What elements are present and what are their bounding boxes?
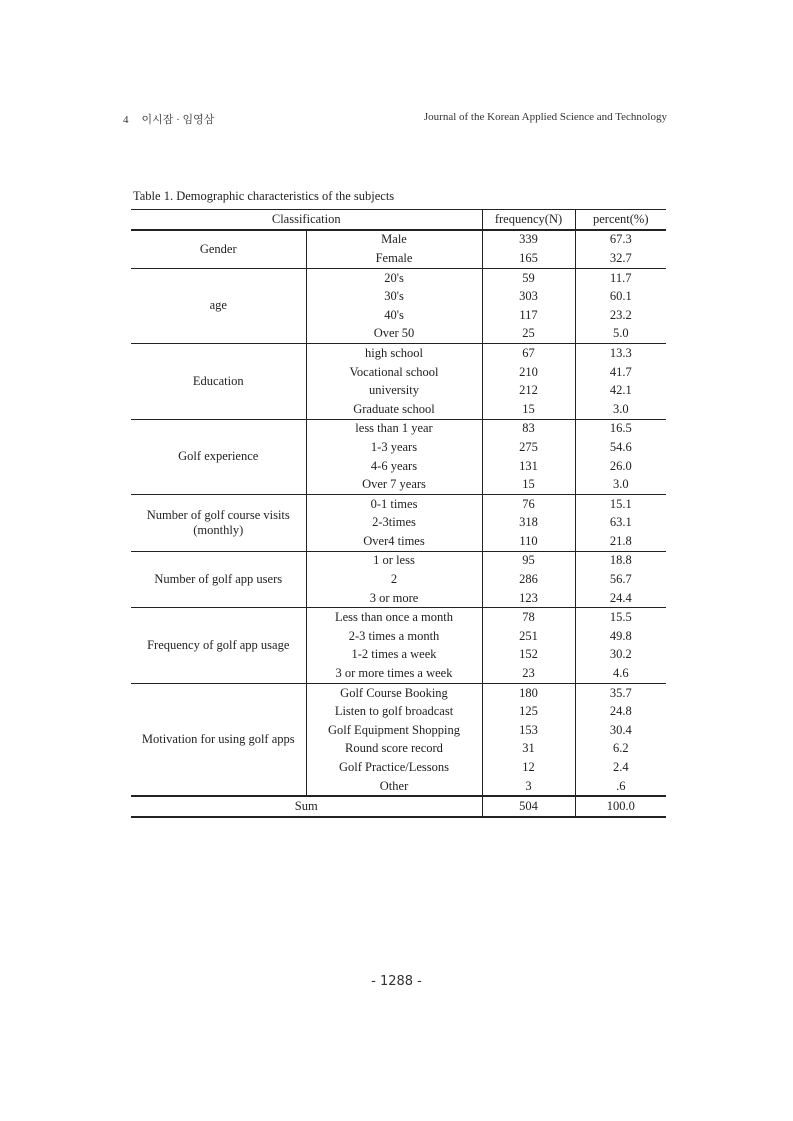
table-body	[131, 230, 666, 817]
percent-cell: 15.5	[575, 608, 666, 627]
percent-cell: 5.0	[575, 325, 666, 344]
table-row	[131, 551, 666, 570]
frequency-cell: 78	[482, 608, 575, 627]
subcategory-cell: 1-3 years	[306, 438, 482, 457]
page-number: 4	[123, 114, 129, 126]
percent-cell: 3.0	[575, 475, 666, 494]
category-label: Frequency of golf app usage	[131, 608, 306, 683]
frequency-cell: 59	[482, 268, 575, 287]
subcategory-cell: Less than once a month	[306, 608, 482, 627]
table-row	[131, 268, 666, 287]
subcategory-cell: less than 1 year	[306, 419, 482, 438]
frequency-cell: 131	[482, 457, 575, 476]
table-row	[131, 494, 666, 513]
sum-percent: 100.0	[575, 796, 666, 817]
running-header-left	[123, 111, 214, 127]
percent-cell: 18.8	[575, 551, 666, 570]
subcategory-cell: Over4 times	[306, 532, 482, 551]
category-label: Education	[131, 344, 306, 419]
subcategory-cell: Golf Practice/Lessons	[306, 758, 482, 777]
frequency-cell: 110	[482, 532, 575, 551]
percent-cell: 67.3	[575, 230, 666, 250]
frequency-cell: 286	[482, 570, 575, 589]
percent-cell: 30.4	[575, 721, 666, 740]
percent-cell: .6	[575, 777, 666, 797]
subcategory-cell: university	[306, 381, 482, 400]
frequency-cell: 165	[482, 249, 575, 268]
sum-row	[131, 796, 666, 817]
percent-cell: 26.0	[575, 457, 666, 476]
frequency-cell: 76	[482, 494, 575, 513]
category-label: age	[131, 268, 306, 343]
frequency-cell: 123	[482, 589, 575, 608]
percent-cell: 42.1	[575, 381, 666, 400]
sum-frequency: 504	[482, 796, 575, 817]
frequency-cell: 3	[482, 777, 575, 797]
subcategory-cell: Golf Course Booking	[306, 683, 482, 702]
percent-cell: 30.2	[575, 646, 666, 665]
frequency-cell: 318	[482, 514, 575, 533]
table-header-row	[131, 210, 666, 230]
header-percent: percent(%)	[575, 210, 666, 230]
sum-label: Sum	[131, 796, 482, 817]
subcategory-cell: Female	[306, 249, 482, 268]
category-label: Number of golf course visits (monthly)	[131, 494, 306, 551]
subcategory-cell: 4-6 years	[306, 457, 482, 476]
frequency-cell: 31	[482, 740, 575, 759]
percent-cell: 16.5	[575, 419, 666, 438]
header-classification: Classification	[131, 210, 482, 230]
subcategory-cell: 30's	[306, 287, 482, 306]
subcategory-cell: 1-2 times a week	[306, 646, 482, 665]
subcategory-cell: Graduate school	[306, 400, 482, 419]
table-row	[131, 230, 666, 250]
table-row	[131, 608, 666, 627]
frequency-cell: 83	[482, 419, 575, 438]
table-row	[131, 344, 666, 363]
category-label: Motivation for using golf apps	[131, 683, 306, 796]
frequency-cell: 212	[482, 381, 575, 400]
frequency-cell: 15	[482, 475, 575, 494]
subcategory-cell: Vocational school	[306, 363, 482, 382]
percent-cell: 63.1	[575, 514, 666, 533]
category-label: Number of golf app users	[131, 551, 306, 608]
subcategory-cell: 3 or more times a week	[306, 664, 482, 683]
percent-cell: 6.2	[575, 740, 666, 759]
frequency-cell: 67	[482, 344, 575, 363]
table-caption: Table 1. Demographic characteristics of the subjects	[133, 189, 395, 203]
frequency-cell: 15	[482, 400, 575, 419]
category-label: Gender	[199, 241, 237, 256]
subcategory-cell: 3 or more	[306, 589, 482, 608]
frequency-cell: 125	[482, 702, 575, 721]
frequency-cell: 251	[482, 627, 575, 646]
demographics-table	[131, 209, 666, 818]
frequency-cell: 12	[482, 758, 575, 777]
frequency-cell: 210	[482, 363, 575, 382]
subcategory-cell: Golf Equipment Shopping	[306, 721, 482, 740]
percent-cell: 3.0	[575, 400, 666, 419]
subcategory-cell: Male	[306, 230, 482, 250]
frequency-cell: 152	[482, 646, 575, 665]
subcategory-cell: Round score record	[306, 740, 482, 759]
frequency-cell: 275	[482, 438, 575, 457]
journal-title: Journal of the Korean Applied Science and Technology	[423, 111, 667, 123]
percent-cell: 41.7	[575, 363, 666, 382]
frequency-cell: 339	[482, 230, 575, 250]
percent-cell: 24.4	[575, 589, 666, 608]
percent-cell: 4.6	[575, 664, 666, 683]
subcategory-cell: 2	[306, 570, 482, 589]
frequency-cell: 25	[482, 325, 575, 344]
page-footer: - 1288 -	[371, 974, 422, 989]
percent-cell: 23.2	[575, 306, 666, 325]
subcategory-cell: Other	[306, 777, 482, 797]
percent-cell: 15.1	[575, 494, 666, 513]
percent-cell: 13.3	[575, 344, 666, 363]
subcategory-cell: Over 7 years	[306, 475, 482, 494]
subcategory-cell: Over 50	[306, 325, 482, 344]
percent-cell: 11.7	[575, 268, 666, 287]
frequency-cell: 23	[482, 664, 575, 683]
subcategory-cell: 20's	[306, 268, 482, 287]
header-frequency: frequency(N)	[482, 210, 575, 230]
subcategory-cell: high school	[306, 344, 482, 363]
subcategory-cell: 2-3times	[306, 514, 482, 533]
percent-cell: 49.8	[575, 627, 666, 646]
percent-cell: 32.7	[575, 249, 666, 268]
percent-cell: 35.7	[575, 683, 666, 702]
percent-cell: 54.6	[575, 438, 666, 457]
subcategory-cell: 0-1 times	[306, 494, 482, 513]
subcategory-cell: Listen to golf broadcast	[306, 702, 482, 721]
frequency-cell: 180	[482, 683, 575, 702]
percent-cell: 56.7	[575, 570, 666, 589]
percent-cell: 60.1	[575, 287, 666, 306]
subcategory-cell: 2-3 times a month	[306, 627, 482, 646]
percent-cell: 24.8	[575, 702, 666, 721]
frequency-cell: 95	[482, 551, 575, 570]
percent-cell: 2.4	[575, 758, 666, 777]
table-row	[131, 683, 666, 702]
category-label: Golf experience	[131, 419, 306, 494]
frequency-cell: 303	[482, 287, 575, 306]
authors: 이시잠 · 임영삼	[141, 114, 215, 126]
percent-cell: 21.8	[575, 532, 666, 551]
subcategory-cell: 40's	[306, 306, 482, 325]
subcategory-cell: 1 or less	[306, 551, 482, 570]
frequency-cell: 117	[482, 306, 575, 325]
frequency-cell: 153	[482, 721, 575, 740]
table-row	[131, 419, 666, 438]
